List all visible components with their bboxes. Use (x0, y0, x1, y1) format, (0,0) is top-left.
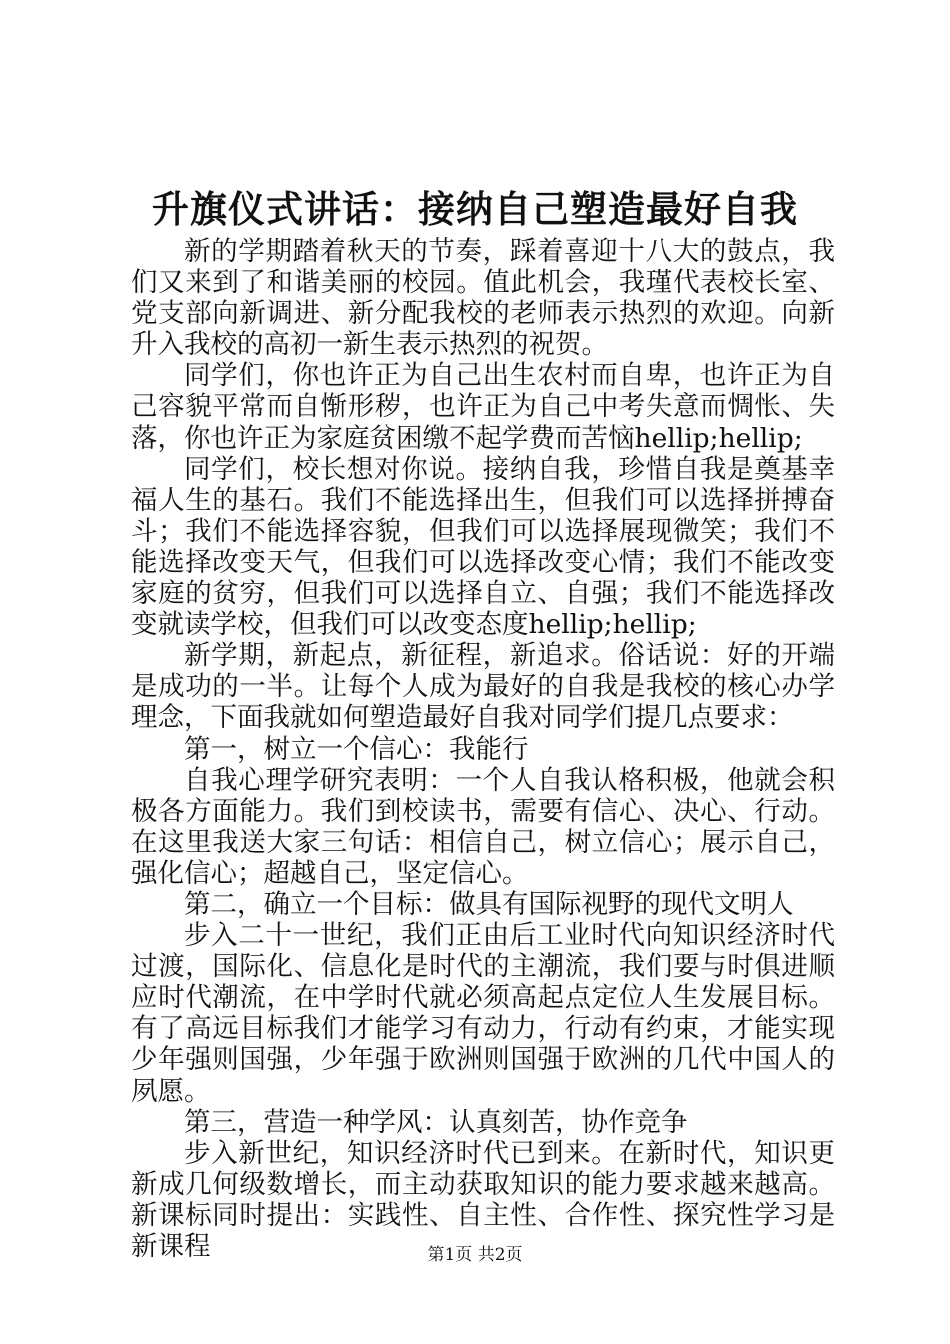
paragraph: 步入二十一世纪，我们正由后工业时代向知识经济时代过渡，国际化、信息化是时代的主潮流，我们要与时俱进顺应时代潮流，在中学时代就必须高起点定位人生发展目标。有了高远目标我们才能学习有动力，行动有约束，才能实现少年强则国强，少年强于欧洲则国强于欧洲的几代中国人的夙愿。 (131, 920, 835, 1107)
paragraph: 新学期，新起点，新征程，新追求。俗话说：好的开端是成功的一半。让每个人成为最好的自我是我校的核心办学理念，下面我就如何塑造最好自我对同学们提几点要求： (131, 640, 835, 734)
paragraph: 新的学期踏着秋天的节奏，踩着喜迎十八大的鼓点，我们又来到了和谐美丽的校园。值此机会，我瑾代表校长室、党支部向新调进、新分配我校的老师表示热烈的欢迎。向新升入我校的高初一新生表示热烈的祝贺。 (131, 236, 835, 361)
section-heading: 第一，树立一个信心：我能行 (184, 733, 529, 765)
paragraph: 自我心理学研究表明：一个人自我认格积极，他就会积极各方面能力。我们到校读书，需要有信心、决心、行动。在这里我送大家三句话：相信自己，树立信心；展示自己，强化信心；超越自己，坚定信心。 (131, 764, 835, 889)
document-body (131, 236, 835, 1262)
paragraph: 步入新世纪，知识经济时代已到来。在新时代，知识更新成几何级数增长，而主动获取知识的能力要求越来越高。新课标同时提出：实践性、自主性、合作性、探究性学习是新课程 (131, 1137, 835, 1262)
paragraph: 同学们，校长想对你说。接纳自我，珍惜自我是奠基幸福人生的基石。我们不能选择出生，但我们可以选择拼搏奋斗；我们不能选择容貌，但我们可以选择展现微笑；我们不能选择改变天气，但我们可以选择改变心情；我们不能改变家庭的贫穷，但我们可以选择自立、自强；我们不能选择改变就读学校，但我们可以改变态度hellip;hellip; (131, 453, 835, 641)
document-title: 升旗仪式讲话：接纳自己塑造最好自我 (152, 187, 798, 231)
section-heading: 第三，营造一种学风：认真刻苦，协作竞争 (184, 1106, 688, 1138)
page-number-footer: 第1页 共2页 (427, 1245, 523, 1265)
section-heading: 第二，确立一个目标：做具有国际视野的现代文明人 (184, 888, 794, 920)
paragraph: 同学们，你也许正为自己出生农村而自卑，也许正为自己容貌平常而自惭形秽，也许正为自己中考失意而惆怅、失落，你也许正为家庭贫困缴不起学费而苦恼hellip;hellip; (131, 360, 835, 454)
